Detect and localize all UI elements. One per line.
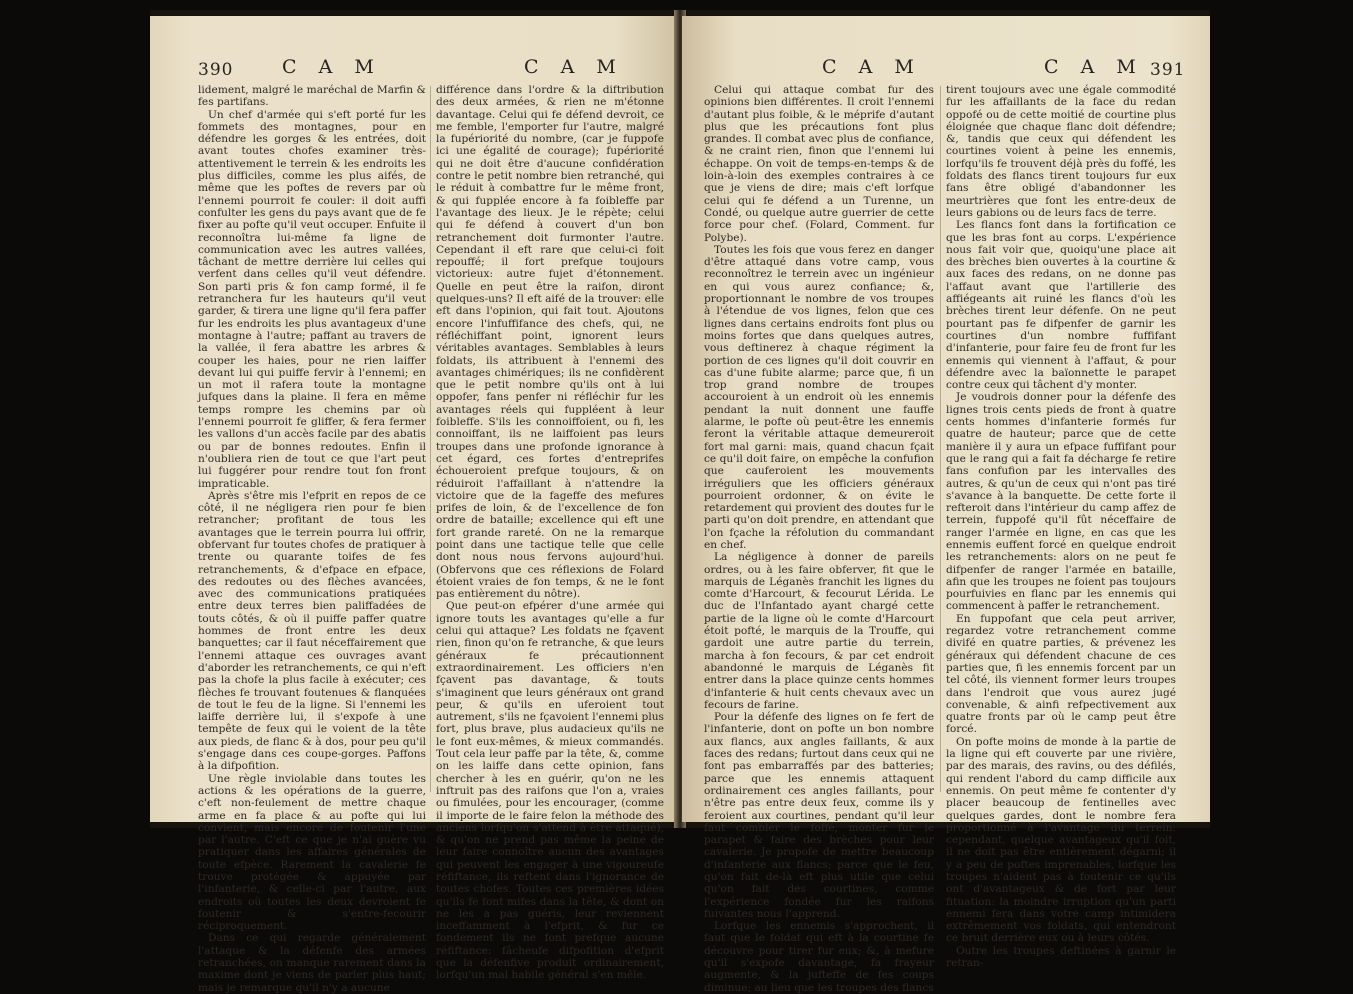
left-column-rule (430, 86, 431, 792)
paragraph: lidement, malgré le maréchal de Marfin & fes partifans. (198, 84, 426, 109)
right-head-title-2: C A M (1044, 56, 1144, 78)
right-column-rule (940, 86, 941, 792)
paragraph: Outre les troupes deftinées à garnir le retran- (946, 944, 1176, 970)
paragraph: Pour la défenfe des lignes on fe fert de l'infanterie, dont on pofte un bon nombre aux flancs, aux angles faillants, & aux faces des redans; furtout dans ceux qui ne font pas embarraffés par des batteries; parce que les ennemis attaquent ordinairement ces angles faillants, pour n'être pas entre deux feux, comme ils y feroient aux courtines, pendant qu'il leur faut combler le foffé, monter fur le parapet & faire des brèches pour leur cavalerie. Je propofe de mettre beaucoup d'infanterie aux flancs; parce que le feu, qu'on fait de-là eft plus utile que celui qu'on fait des courtines, comme l'expérience fondée fur les raifons fuivantes nous l'apprend. (704, 711, 934, 920)
left-page-number: 390 (198, 60, 234, 80)
open-book (150, 10, 1210, 994)
left-head-title-1: C A M (282, 56, 382, 78)
left-running-head (150, 56, 678, 84)
paragraph: tirent toujours avec une égale commodité fur les affaillants de la face du redan oppofé ou de cette moitié de courtine plus éloignée que chaque flanc doit défendre; &, tandis que ceux qui défendent les courtines voient à peine les ennemis, lorfqu'ils fe trouvent déjà près du foffé, les foldats des flancs tirent toujours fur eux fans être obligé d'abandonner les meurtrières que font les entre-deux de leurs gabions ou de leurs facs de terre. (946, 84, 1176, 219)
paragraph: Une règle inviolable dans toutes les actions & les opérations de la guerre, c'eft non-feulement de mettre chaque arme en fa place & au pofte qui lui convient, mais encore de foutenir l'une par l'autre. C'eft ce que je n'ai guère vu pratiquer dans les affaires générales de toute efpèce. Rarement la cavalerie fe trouve protégée & appuyée par l'infanterie, & celle-ci par l'autre, aux endroits où toutes les deux devroient fe foutenir & s'entre-fecourir réciproquement. (198, 772, 426, 933)
left-column-2 (436, 84, 664, 982)
paragraph: différence dans l'ordre & la diftribution des deux armées, & rien ne m'étonne davantage. Celui qui fe défend devroit, ce me femble, l'emporter fur l'autre, malgré la fupériorité du nombre, (car je fuppofe ici une égalité de courage); fupériorité qui ne doit être d'aucune confidération contre le petit nombre bien retranché, qui le réduit à combattre fur le même front, & qui fupplée encore à fa foibleffe par l'avantage des lieux. Je le répète; celui qui fe défend à couvert d'un bon retranchement doit furmonter l'autre. Cependant il eft rare que celui-ci foit repouffé; il fort prefque toujours victorieux: autre fujet d'étonnement. Quelle en peut être la raifon, diront quelques-uns? Il eft aifé de la trouver: elle eft dans l'opinion, qui fait tout. Ajoutons encore l'infuffifance des chefs, qui, ne réfléchiffant point, ignorent leurs véritables avantages. Semblables à leurs foldats, ils attribuent à l'ennemi des avantages chimériques; ils ne confidèrent que le petit nombre qu'ils ont à lui oppofer, fans penfer ni réfléchir fur les avantages réels qui fuppléent à leur foibleffe. S'ils les connoiffoient, ou fi, les connoiffant, ils ne laiffoient pas leurs troupes dans une profonde ignorance à cet égard, ces fortes d'entreprifes échoueroient prefque toujours, & on réduiroit l'affaillant à n'attendre la victoire que de la fageffe des mefures prifes de loin, & de l'excellence de fon ordre de bataille; excellence qui eft une fort grande rareté. On ne la remarque point dans une tactique telle que celle dont nous nous fervons aujourd'hui. (Obfervons que ces réflexions de Folard étoient vraies de fon temps, & ne le font pas entièrement du nôtre). (436, 84, 664, 601)
paragraph: La négligence à donner de pareils ordres, ou à les faire obferver, fit que le marquis de Léganès franchit les lignes du comte d'Harcourt, & fecourut Lérida. Le duc de l'Infantado ayant chargé cette partie de la ligne où le comte d'Harcourt étoit pofté, le marquis de la Trouffe, qui gardoit une autre partie du terrein, marcha à fon fecours, & par cet endroit abandonné le marquis de Léganès fit entrer dans la place quinze cents hommes d'infanterie & huit cents chevaux avec un fecours de farine. (704, 551, 934, 711)
paragraph: Celui qui attaque combat fur des opinions bien différentes. Il croit l'ennemi d'autant plus foible, & le méprife d'autant plus que les précautions font plus grandes. Il combat avec plus de confiance, & ne craint rien, finon que l'ennemi lui échappe. On voit de temps-en-temps & de loin-à-loin des exemples contraires à ce que je viens de dire; mais c'eft lorfque celui qui fe défend a un Turenne, un Condé, ou quelque autre guerrier de cette force pour chef. (Folard, Comment. fur Polybe). (704, 84, 934, 244)
paragraph: En fuppofant que cela peut arriver, regardez votre retranchement comme divifé en quatre parties, & prévenez les généraux qui défendent chacune de ces parties que, fi les ennemis forcent par un tel côté, ils viennent former leurs troupes dans l'endroit que vous aurez jugé convenable, & ainfi refpectivement aux quatre fronts par où le camp peut être forcé. (946, 612, 1176, 736)
paragraph: Dans ce qui regarde généralement l'attaque & la défenfe des armées retranchées, on manque rarement dans la maxime dont je viens de parler plus haut; mais je remarque qu'il n'y a aucune (198, 932, 426, 994)
right-column-2 (946, 84, 1176, 970)
right-page (682, 16, 1210, 994)
paragraph: On pofte moins de monde à la partie de la ligne qui eft couverte par une rivière, par des marais, des ravins, ou des défilés, qui rendent l'abord du camp difficile aux ennemis. On peut même fe contenter d'y placer beaucoup de fentinelles avec quelques gardes, dont le nombre fera proportionné à l'avantage du terrein: cependant, quelque avantageux qu'il foit, il ne doit pas être entièrement dégarni; il y a peu de poftes imprenables, lorfque les troupes n'aident pas à foutenir ce qu'ils ont d'avantageux & de fort par leur fituation: la moindre irruption qu'un parti ennemi fera dans votre camp intimidera extrêmement vos foldats, qui entendront ce bruit derrière eux ou à leurs côtés. (946, 735, 1176, 945)
left-head-title-2: C A M (524, 56, 624, 78)
left-column-1 (198, 84, 426, 994)
paragraph: Après s'être mis l'efprit en repos de ce côté, il ne négligera rien pour fe bien retrancher; profitant de tous les avantages que le terrein pourra lui offrir, obfervant fur toutes chofes de pratiquer à trente ou quarante toifes de fes retranchements, & d'efpace en efpace, des redoutes ou des flèches avancées, avec des communications pratiquées entre deux terres bien paliffadées de touts côtés, & où il puiffe paffer quatre hommes de front entre les deux banquettes; car il faut néceffairement que l'ennemi attaque ces ouvrages avant d'aborder les retranchements, ce qui n'eft pas la chofe la plus facile à exécuter; ces flèches fe trouvant foutenues & flanquées de tout le feu de la ligne. Si l'ennemi les laiffe derrière lui, il s'expofe à une tempête de feux qui le voient de la tête aux pieds, de flanc & à dos, pour peu qu'il s'engage dans ces coupe-gorges. Paffons à la difpofition. (198, 489, 426, 773)
right-head-title-1: C A M (822, 56, 922, 78)
left-page (150, 16, 678, 994)
right-running-head (682, 56, 1210, 84)
right-page-number: 391 (1150, 60, 1186, 80)
paragraph: Un chef d'armée qui s'eft porté fur les fommets des montagnes, pour en défendre les gorges & les entrées, doit avant toutes chofes examiner très-attentivement le terrein & les endroits les plus difficiles, comme les plus aifés, de même que les poftes de revers par où l'ennemi pourroit fe couler: il doit auffi confulter les gens du pays avant que de fe fixer au pofte qu'il veut occuper. Enfuite il reconnoîtra lui-même fa ligne de communication avec les autres vallées, tâchant de mettre derrière lui celles qui verfent dans celles qu'il veut défendre. Son parti pris & fon camp formé, il fe retranchera fur les hauteurs qu'il veut garder, & tirera une ligne qu'il fera paffer fur les endroits les plus avantageux d'une montagne à l'autre; paffant au travers de la vallée, il fera abattre les arbres & couper les haies, pour ne rien laiffer devant lui qui puiffe fervir à l'ennemi; en un mot il rafera toute la montagne jufques dans la plaine. Il fera en même temps rompre les chemins par où l'ennemi pourroit fe gliffer, & fera fermer les vallons d'un accès facile par des abatis ou par de bonnes redoutes. Enfin il n'oubliera rien de tout ce que l'art peut lui fuggérer pour rendre tout fon front impraticable. (198, 108, 426, 490)
paragraph: Je voudrois donner pour la défenfe des lignes trois cents pieds de front à quatre cents hommes d'infanterie formés fur quatre de hauteur; parce que de cette manière il y aura un efpace fuffifant pour que le rang qui a fait fa décharge fe retire fans confufion par les intervalles des autres, & qu'un de ceux qui n'ont pas tiré s'avance à la banquette. De cette forte il refteroit dans l'intérieur du camp affez de terrein, fuppofé qu'il fût néceffaire de ranger l'armée en ligne, en cas que les ennemis euffent forcé en quelque endroit les retranchements: alors on ne peut fe difpenfer de ranger l'armée en bataille, afin que les troupes ne foient pas toujours pourfuivies en flanc par les ennemis qui commencent à paffer le retranchement. (946, 391, 1176, 613)
paragraph: Lorfque les ennemis s'approchent, il faut que le foldat qui eft à la courtine fe découvre pour tirer fur eux; &, à mefure qu'il s'expofe davantage, fa frayeur augmente, & la jufteffe de fes coups diminue; au lieu que les troupes des flancs (704, 920, 934, 994)
right-column-1 (704, 84, 934, 994)
paragraph: Toutes les fois que vous ferez en danger d'être attaqué dans votre camp, vous reconnoîtrez le terrein avec un ingénieur en qui vous aurez confiance; &, proportionnant le nombre de vos troupes à l'étendue de vos lignes, felon que ces lignes dans certains endroits font plus ou moins fortes que dans quelques autres, vous deftinerez à chaque régiment la portion de ces lignes qu'il doit couvrir en cas d'une fubite alarme; parce que, fi un trop grand nombre de troupes accouroient à un endroit où les ennemis pendant la nuit donnent une fauffe alarme, le pofte où peut-être les ennemis feront la véritable attaque demeureroit fort mal garni: mais, quand chacun fçait ce qu'il doit faire, on empêche la confufion que cauferoient les mouvements irréguliers que les officiers généraux pourroient ordonner, & on évite le retardement qui provient des doutes fur le parti qu'on doit prendre, en attendant que l'on fçache la réfolution du commandant en chef. (704, 243, 934, 551)
paragraph: Que peut-on efpérer d'une armée qui ignore touts les avantages qu'elle a fur celui qui attaque? Les foldats ne fçavent rien, finon qu'on fe retranche, & que leurs généraux fe précautionnent extraordinairement. Les officiers n'en fçavent pas davantage, & touts s'imaginent que leurs généraux ont grand peur, & qu'ils en uferoient tout autrement, s'ils ne fçavoient l'ennemi plus fort, plus brave, plus audacieux qu'ils ne le font eux-mêmes, & mieux commandés. Tout cela leur paffe par la tête, &, comme on les laiffe dans cette opinion, fans chercher à les en guérir, qu'on ne les inftruit pas des raifons que l'on a, vraies ou fimulées, pour les encourager, (comme il importe de le faire felon la méthode des anciens lorfqu'on s'attend à être attaqué), & qu'on ne prend pas même la peine de leur faire connoître aucun des avantages qui peuvent les engager à une vigoureufe réfiftance, ils reftent dans l'ignorance de toutes chofes. Toutes ces premières idées qu'ils fe font mifes dans la tête, & dont on ne les a pas guéris, leur reviennent inceffamment à l'efprit, & fur ce fondement ils ne font prefque aucune réfiftance: fâcheufe difpofition d'efprit que la défenfive produit ordinairement, lorfqu'un mal habile général s'en mêle. (436, 600, 664, 982)
paragraph: Les flancs font dans la fortification ce que les bras font au corps. L'expérience nous fait voir que, quoiqu'une place ait des brèches bien ouvertes à la courtine & aux faces des redans, on ne donne pas l'affaut avant que l'artillerie des affiégeants ait ruiné les flancs d'où les brèches tirent leur défenfe. On ne peut pourtant pas fe difpenfer de garnir les courtines d'un nombre fuffifant d'infanterie, pour faire feu de front fur les ennemis qui viennent à l'affaut, & pour défendre avec la baïonnette le parapet contre ceux qui tâchent d'y monter. (946, 219, 1176, 392)
